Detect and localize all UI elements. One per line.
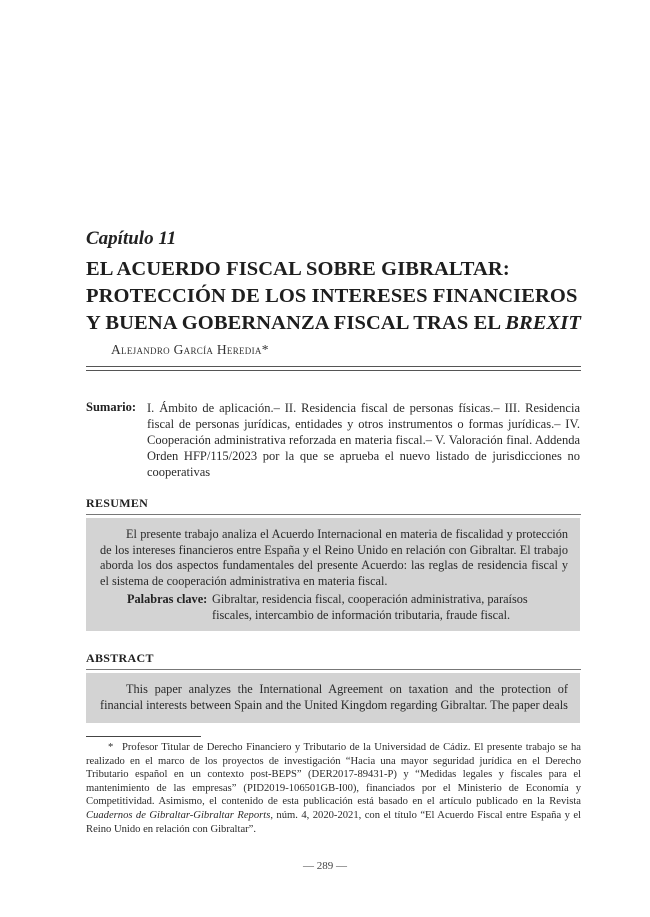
footnote-text-b: , núm. 4, 2020-2021, con el título “El Acuerdo Fiscal entre España y el Reino Unido en relación con Gibraltar”. [86,809,581,835]
footnote-mark: * [108,742,114,753]
summary-label: Sumario: [86,400,136,414]
abstract-heading: ABSTRACT [86,651,154,665]
title-line-3 [86,310,606,337]
title-line-2: PROTECCIÓN DE LOS INTERESES FINANCIEROS [86,285,578,307]
title-rule-top [86,366,581,367]
keywords-label: Palabras clave: [127,592,208,606]
keywords-text: Gibraltar, residencia fiscal, cooperación administrativa, paraísos fiscales, intercambio de información tributaria, fraude fiscal. [212,592,528,622]
chapter-label: Capítulo 11 [86,228,177,249]
author-name: Alejandro García Heredia* [111,342,269,357]
summary-text: I. Ámbito de aplicación.– II. Residencia fiscal de personas físicas.– III. Residencia fiscal de personas jurídicas, entidades y otros instrumentos o formas jurídicas.– IV. Cooperación administrativa reforzada en materia fiscal.– V. Valoración final. Addenda Orden HFP/115/2023 por la que se aprueba el nuevo listado de jurisdicciones no cooperativas [147,401,580,479]
title-line-3-text: Y BUENA GOBERNANZA FISCAL TRAS EL [86,312,506,334]
title-line-1: EL ACUERDO FISCAL SOBRE GIBRALTAR: [86,258,510,280]
resumen-heading: RESUMEN [86,496,149,510]
title-rule-bottom [86,370,581,371]
footnote [86,741,581,836]
resumen-rule [86,514,581,515]
chapter-title [86,256,606,337]
footnote-journal: Cuadernos de Gibraltar-Gibraltar Reports [86,809,271,821]
abstract-rule [86,669,581,670]
resumen-body: El presente trabajo analiza el Acuerdo Internacional en materia de fiscalidad y protección de los intereses financieros entre España y el Reino Unido en relación con Gibraltar. El trabajo aborda los dos aspectos fundamentales del presente Acuerdo: las reglas de residencia fiscal y el sistema de cooperación administrativa en materia fiscal. [100,527,568,588]
abstract-body: This paper analyzes the International Agreement on taxation and the protection of financial interests between Spain and the United Kingdom regarding Gibraltar. The paper deals [100,682,568,712]
page-number: — 289 — [303,860,347,872]
footnote-text-a: Profesor Titular de Derecho Financiero y Tributario de la Universidad de Cádiz. El presente trabajo se ha realizado en el marco de los proyectos de investigación “Hacia una mayor seguridad jurídica en el Derecho Tributario español en un contexto post-BEPS” (DER2017-89431-P) y “Medidas legales y fiscales para el mantenimiento de las empresas” (PID2019-106501GB-I00), financiados por el Ministerio de Economía y Competitividad. Asimismo, el contenido de esta publicación está basado en el artículo publicado en la Revista [86,742,581,808]
footnote-rule [86,736,201,737]
title-brexit: BREXIT [505,312,582,334]
